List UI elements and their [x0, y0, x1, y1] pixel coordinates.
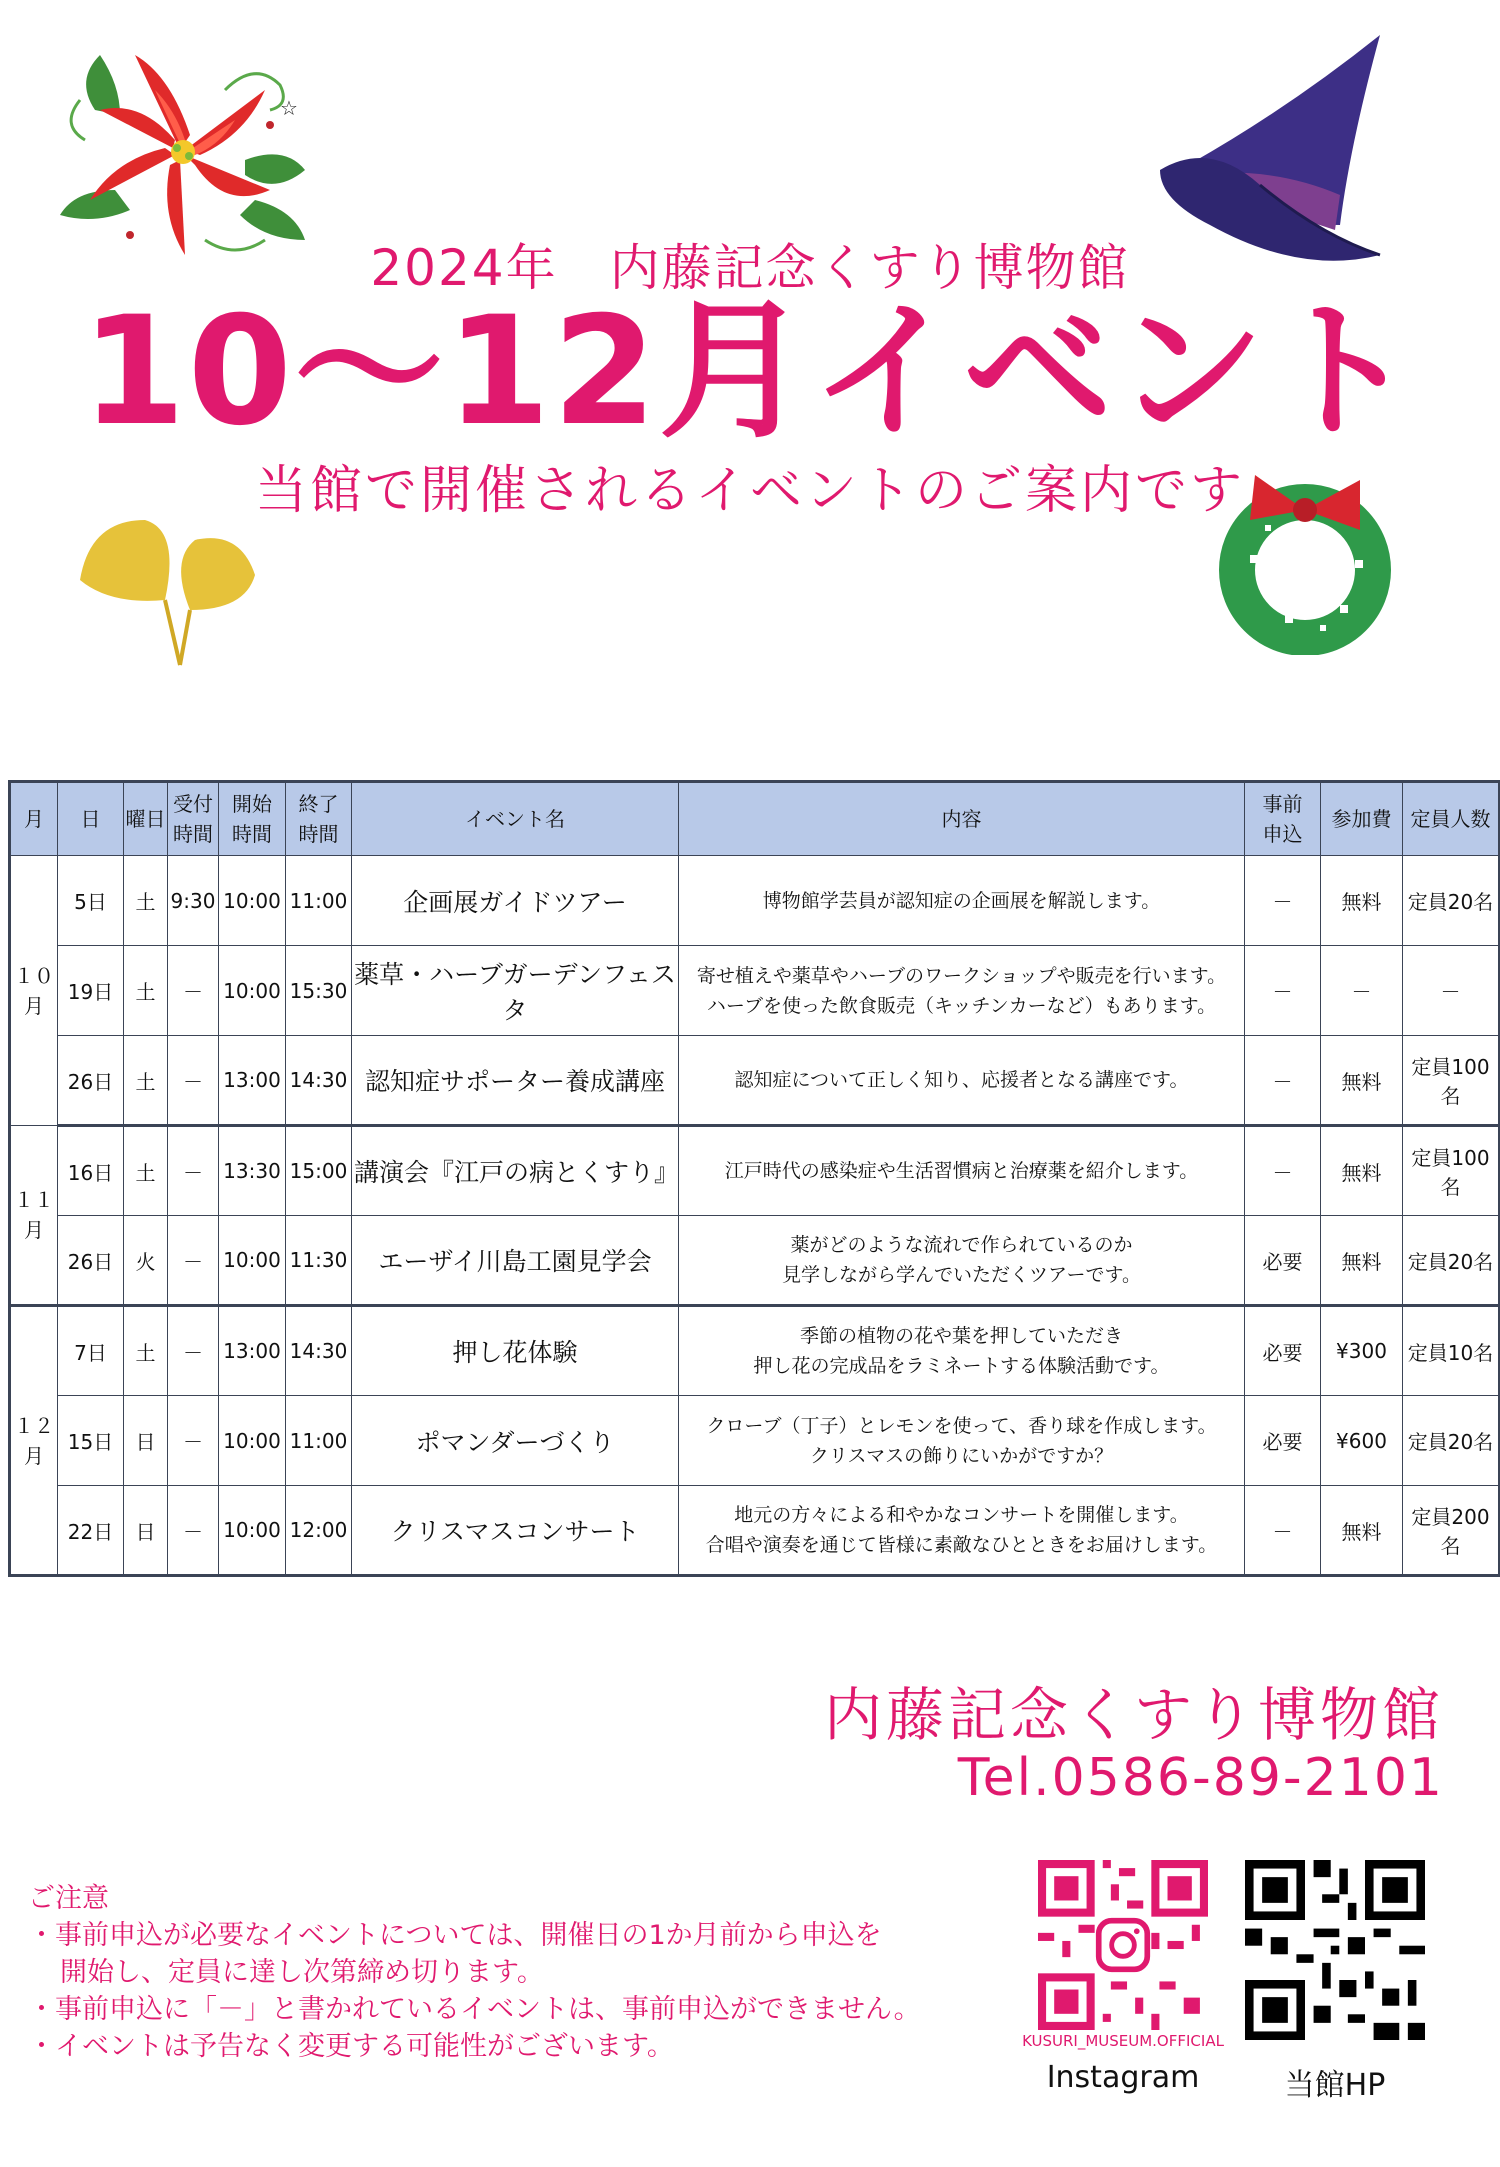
header-start-time: 開始 時間	[219, 782, 286, 856]
cell-capacity: －	[1403, 946, 1500, 1036]
cell-fee: 無料	[1321, 1126, 1403, 1216]
cell-event-name: エーザイ川島工園見学会	[352, 1216, 679, 1306]
table-row	[10, 1306, 1500, 1396]
cell-capacity: 定員100名	[1403, 1126, 1500, 1216]
cell-event-name: 薬草・ハーブガーデンフェスタ	[352, 946, 679, 1036]
table-header-row	[10, 782, 1500, 856]
header-content: 内容	[679, 782, 1245, 856]
table-row	[10, 946, 1500, 1036]
cell-start: 10:00	[219, 946, 286, 1036]
table-row	[10, 1396, 1500, 1486]
cell-fee: －	[1321, 946, 1403, 1036]
museum-name: 内藤記念くすり博物館	[823, 1681, 1444, 1749]
table-row	[10, 1126, 1500, 1216]
cell-start: 10:00	[219, 1396, 286, 1486]
cell-weekday: 土	[124, 856, 168, 946]
header-tagline: 当館で開催されるイベントのご案内です	[254, 461, 1245, 521]
cell-day: 19日	[58, 946, 124, 1036]
header-capacity: 定員人数	[1403, 782, 1500, 856]
header-month: 月	[10, 782, 58, 856]
cell-content: 薬がどのような流れで作られているのか 見学しながら学んでいただくツアーです。	[679, 1216, 1245, 1306]
cell-fee: 無料	[1321, 1216, 1403, 1306]
cell-start: 13:00	[219, 1036, 286, 1126]
cell-start: 10:00	[219, 856, 286, 946]
cell-start: 10:00	[219, 1216, 286, 1306]
cell-capacity: 定員20名	[1403, 1216, 1500, 1306]
cell-reception: －	[168, 1036, 219, 1126]
header-weekday: 曜日	[124, 782, 168, 856]
cell-content: 季節の植物の花や葉を押していただき 押し花の完成品をラミネートする体験活動です。	[679, 1306, 1245, 1396]
cell-event-name: ポマンダーづくり	[352, 1396, 679, 1486]
cell-reception: －	[168, 1216, 219, 1306]
cell-end: 15:30	[286, 946, 352, 1036]
cell-end: 14:30	[286, 1036, 352, 1126]
cell-content: クローブ（丁子）とレモンを使って、香り球を作成します。 クリスマスの飾りにいかがですか？	[679, 1396, 1245, 1486]
cell-fee: 無料	[1321, 1036, 1403, 1126]
cell-content: 認知症について正しく知り、応援者となる講座です。	[679, 1036, 1245, 1126]
museum-phone: Tel.0586-89-2101	[957, 1748, 1444, 1808]
notes-heading: ご注意	[28, 1883, 109, 1914]
cell-prereg: －	[1245, 1126, 1321, 1216]
month-october: １０ 月	[10, 856, 58, 1126]
cell-end: 12:00	[286, 1486, 352, 1576]
note-line: ・イベントは予告なく変更する可能性がございます。	[28, 2031, 674, 2062]
cell-day: 7日	[58, 1306, 124, 1396]
note-line: ・事前申込が必要なイベントについては、開催日の1か月前から申込を	[28, 1920, 882, 1951]
cell-reception: －	[168, 1126, 219, 1216]
cell-start: 13:00	[219, 1306, 286, 1396]
cell-prereg: 必要	[1245, 1216, 1321, 1306]
cell-event-name: 押し花体験	[352, 1306, 679, 1396]
month-december: １２ 月	[10, 1306, 58, 1576]
cell-day: 15日	[58, 1396, 124, 1486]
instagram-qr-code[interactable]	[1038, 1860, 1208, 2030]
cell-day: 22日	[58, 1486, 124, 1576]
cell-prereg: －	[1245, 1486, 1321, 1576]
cell-prereg: 必要	[1245, 1396, 1321, 1486]
cell-capacity: 定員100名	[1403, 1036, 1500, 1126]
cell-capacity: 定員20名	[1403, 1396, 1500, 1486]
cell-content: 江戸時代の感染症や生活習慣病と治療薬を紹介します。	[679, 1126, 1245, 1216]
header-preregistration: 事前 申込	[1245, 782, 1321, 856]
cell-day: 16日	[58, 1126, 124, 1216]
cell-content: 寄せ植えや薬草やハーブのワークショップや販売を行います。 ハーブを使った飲食販売（キッチンカーなど）もあります。	[679, 946, 1245, 1036]
website-label: 当館HP	[1284, 2068, 1386, 2103]
header-day: 日	[58, 782, 124, 856]
header-fee: 参加費	[1321, 782, 1403, 856]
cell-start: 10:00	[219, 1486, 286, 1576]
cell-day: 5日	[58, 856, 124, 946]
cell-day: 26日	[58, 1036, 124, 1126]
cell-capacity: 定員10名	[1403, 1306, 1500, 1396]
cell-event-name: 講演会『江戸の病とくすり』	[352, 1126, 679, 1216]
cell-weekday: 土	[124, 1126, 168, 1216]
header-end-time: 終了 時間	[286, 782, 352, 856]
cell-weekday: 土	[124, 1306, 168, 1396]
cell-weekday: 火	[124, 1216, 168, 1306]
cell-prereg: －	[1245, 856, 1321, 946]
events-table	[8, 780, 1500, 1577]
svg-text:☆: ☆	[280, 96, 298, 120]
note-line: 開始し、定員に達し次第締め切ります。	[60, 1957, 544, 1988]
cell-end: 14:30	[286, 1306, 352, 1396]
cell-reception: 9:30	[168, 856, 219, 946]
cell-weekday: 土	[124, 946, 168, 1036]
instagram-handle: KUSURI_MUSEUM.OFFICIAL	[1022, 2032, 1224, 2050]
cell-end: 11:00	[286, 856, 352, 946]
cell-day: 26日	[58, 1216, 124, 1306]
header-subtitle: 2024年 内藤記念くすり博物館	[370, 239, 1130, 297]
cell-event-name: 認知症サポーター養成講座	[352, 1036, 679, 1126]
cell-reception: －	[168, 1486, 219, 1576]
cell-capacity: 定員20名	[1403, 856, 1500, 946]
cell-fee: 無料	[1321, 856, 1403, 946]
cell-weekday: 日	[124, 1486, 168, 1576]
cell-reception: －	[168, 1396, 219, 1486]
cell-end: 11:00	[286, 1396, 352, 1486]
cell-content: 地元の方々による和やかなコンサートを開催します。 合唱や演奏を通じて皆様に素敵なひとときをお届けします。	[679, 1486, 1245, 1576]
cell-end: 11:30	[286, 1216, 352, 1306]
instagram-label: Instagram	[1046, 2060, 1200, 2095]
table-row	[10, 1486, 1500, 1576]
cell-weekday: 日	[124, 1396, 168, 1486]
cell-fee: ¥300	[1321, 1306, 1403, 1396]
cell-prereg: 必要	[1245, 1306, 1321, 1396]
cell-prereg: －	[1245, 1036, 1321, 1126]
cell-event-name: クリスマスコンサート	[352, 1486, 679, 1576]
note-line: ・事前申込に「－」と書かれているイベントは、事前申込ができません。	[28, 1994, 921, 2025]
cell-fee: ¥600	[1321, 1396, 1403, 1486]
month-november: １１ 月	[10, 1126, 58, 1306]
cell-event-name: 企画展ガイドツアー	[352, 856, 679, 946]
page-title: 10～12月イベント	[81, 285, 1419, 459]
header-event-name: イベント名	[352, 782, 679, 856]
cell-weekday: 土	[124, 1036, 168, 1126]
cell-capacity: 定員200名	[1403, 1486, 1500, 1576]
notes-section	[28, 1880, 921, 2065]
cell-start: 13:30	[219, 1126, 286, 1216]
table-row	[10, 1036, 1500, 1126]
cell-end: 15:00	[286, 1126, 352, 1216]
museum-website-qr-code[interactable]	[1245, 1860, 1425, 2040]
cell-content: 博物館学芸員が認知症の企画展を解説します。	[679, 856, 1245, 946]
cell-prereg: －	[1245, 946, 1321, 1036]
cell-fee: 無料	[1321, 1486, 1403, 1576]
ginkgo-leaf-illustration	[70, 500, 260, 670]
cell-reception: －	[168, 946, 219, 1036]
header-reception-time: 受付 時間	[168, 782, 219, 856]
table-row	[10, 1216, 1500, 1306]
cell-reception: －	[168, 1306, 219, 1396]
table-row	[10, 856, 1500, 946]
